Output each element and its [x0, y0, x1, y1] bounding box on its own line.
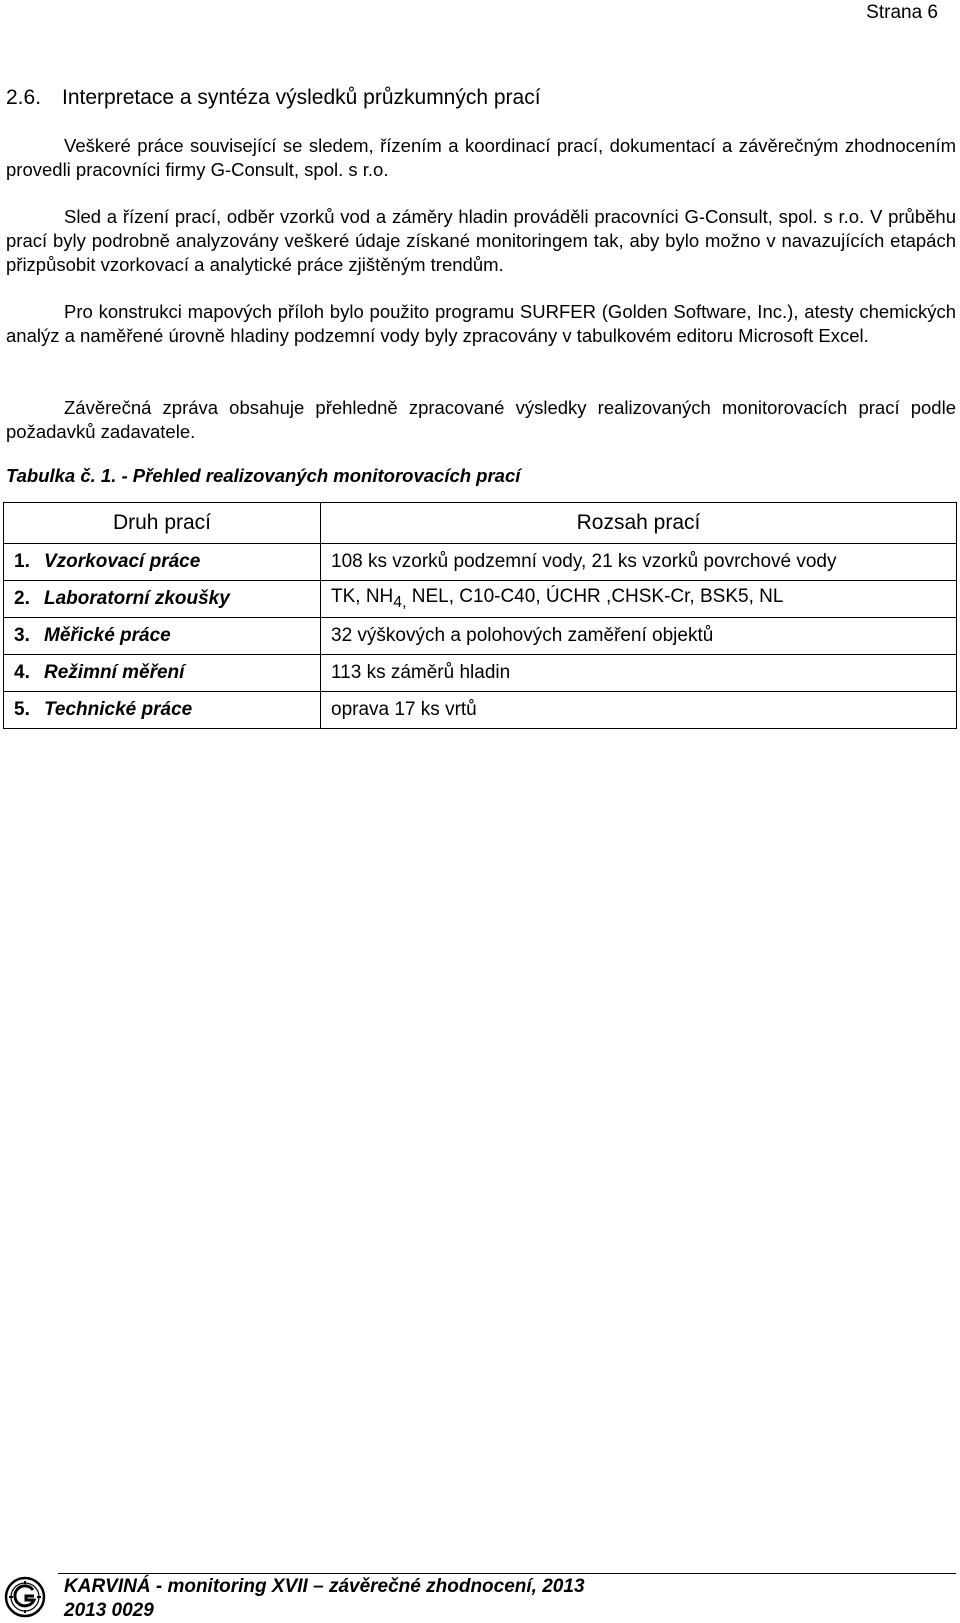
- footer-project-code: 2013 0029: [64, 1600, 154, 1621]
- work-scope: 108 ks vzorků podzemní vody, 21 ks vzorků povrchové vody: [321, 544, 957, 581]
- header-work-type: Druh prací: [4, 503, 321, 544]
- table-row: [4, 655, 957, 692]
- table-row: [4, 692, 957, 729]
- header-work-scope: Rozsah prací: [321, 503, 957, 544]
- work-scope: [321, 581, 957, 618]
- footer-divider: [58, 1573, 956, 1574]
- work-scope: 113 ks záměrů hladin: [321, 655, 957, 692]
- row-number: 5.: [14, 699, 30, 720]
- section-number: 2.6.: [6, 86, 42, 109]
- table-row: [4, 544, 957, 581]
- work-type-cell: [4, 544, 321, 581]
- table-row: [4, 581, 957, 618]
- section-heading: [6, 86, 541, 110]
- row-number: 1.: [14, 551, 30, 572]
- row-number: 4.: [14, 662, 30, 683]
- work-type-cell: [4, 581, 321, 618]
- table-header-row: [4, 503, 957, 544]
- work-type: Laboratorní zkoušky: [44, 588, 230, 609]
- paragraph-1: Veškeré práce související se sledem, řízením a koordinací prací, dokumentací a závěrečným zhodnocením provedli pracovníci firmy G-Consult, spol. s r.o.: [6, 135, 956, 180]
- row-number: 2.: [14, 588, 30, 609]
- work-scope-pre: TK, NH: [331, 586, 394, 608]
- work-type: Režimní měření: [44, 662, 185, 683]
- paragraph-2: Sled a řízení prací, odběr vzorků vod a záměry hladin prováděli pracovníci G-Consult, spol. s r.o. V průběhu prací byly podrobně analyzovány veškeré údaje získané monitoringem tak, aby bylo možno v navazujících etapách přizpůsobit vzorkovací a analytické práce zjištěným trendům.: [6, 206, 956, 275]
- work-scope: oprava 17 ks vrtů: [321, 692, 957, 729]
- table-row: [4, 618, 957, 655]
- work-type: Měřické práce: [44, 625, 171, 646]
- footer-text: [64, 1575, 585, 1623]
- work-type-cell: [4, 692, 321, 729]
- table-caption: Tabulka č. 1. - Přehled realizovaných monitorovacích prací: [6, 465, 521, 486]
- work-type: Technické práce: [44, 699, 193, 720]
- work-scope-subscript: 4,: [393, 593, 407, 611]
- work-scope: 32 výškových a polohových zaměření objektů: [321, 618, 957, 655]
- summary-table: [3, 502, 957, 729]
- section-title: Interpretace a syntéza výsledků průzkumných prací: [62, 86, 541, 109]
- company-logo-icon: [4, 1576, 46, 1618]
- footer-project-title: KARVINÁ - monitoring XVII – závěrečné zhodnocení, 2013: [64, 1576, 585, 1597]
- paragraph-3: Pro konstrukci mapových příloh bylo použito programu SURFER (Golden Software, Inc.), atesty chemických analýz a naměřené úrovně hladiny podzemní vody byly zpracovány v tabulkovém editoru Microsoft Excel.: [6, 301, 956, 346]
- page-number: Strana 6: [866, 2, 938, 23]
- work-type-cell: [4, 618, 321, 655]
- work-type: Vzorkovací práce: [44, 551, 201, 572]
- work-type-cell: [4, 655, 321, 692]
- paragraph-4: Závěrečná zpráva obsahuje přehledně zpracované výsledky realizovaných monitorovacích prací podle požadavků zadavatele.: [6, 397, 956, 442]
- work-scope-post: NEL, C10-C40, ÚCHR ,CHSK-Cr, BSK5, NL: [406, 586, 784, 608]
- row-number: 3.: [14, 625, 30, 646]
